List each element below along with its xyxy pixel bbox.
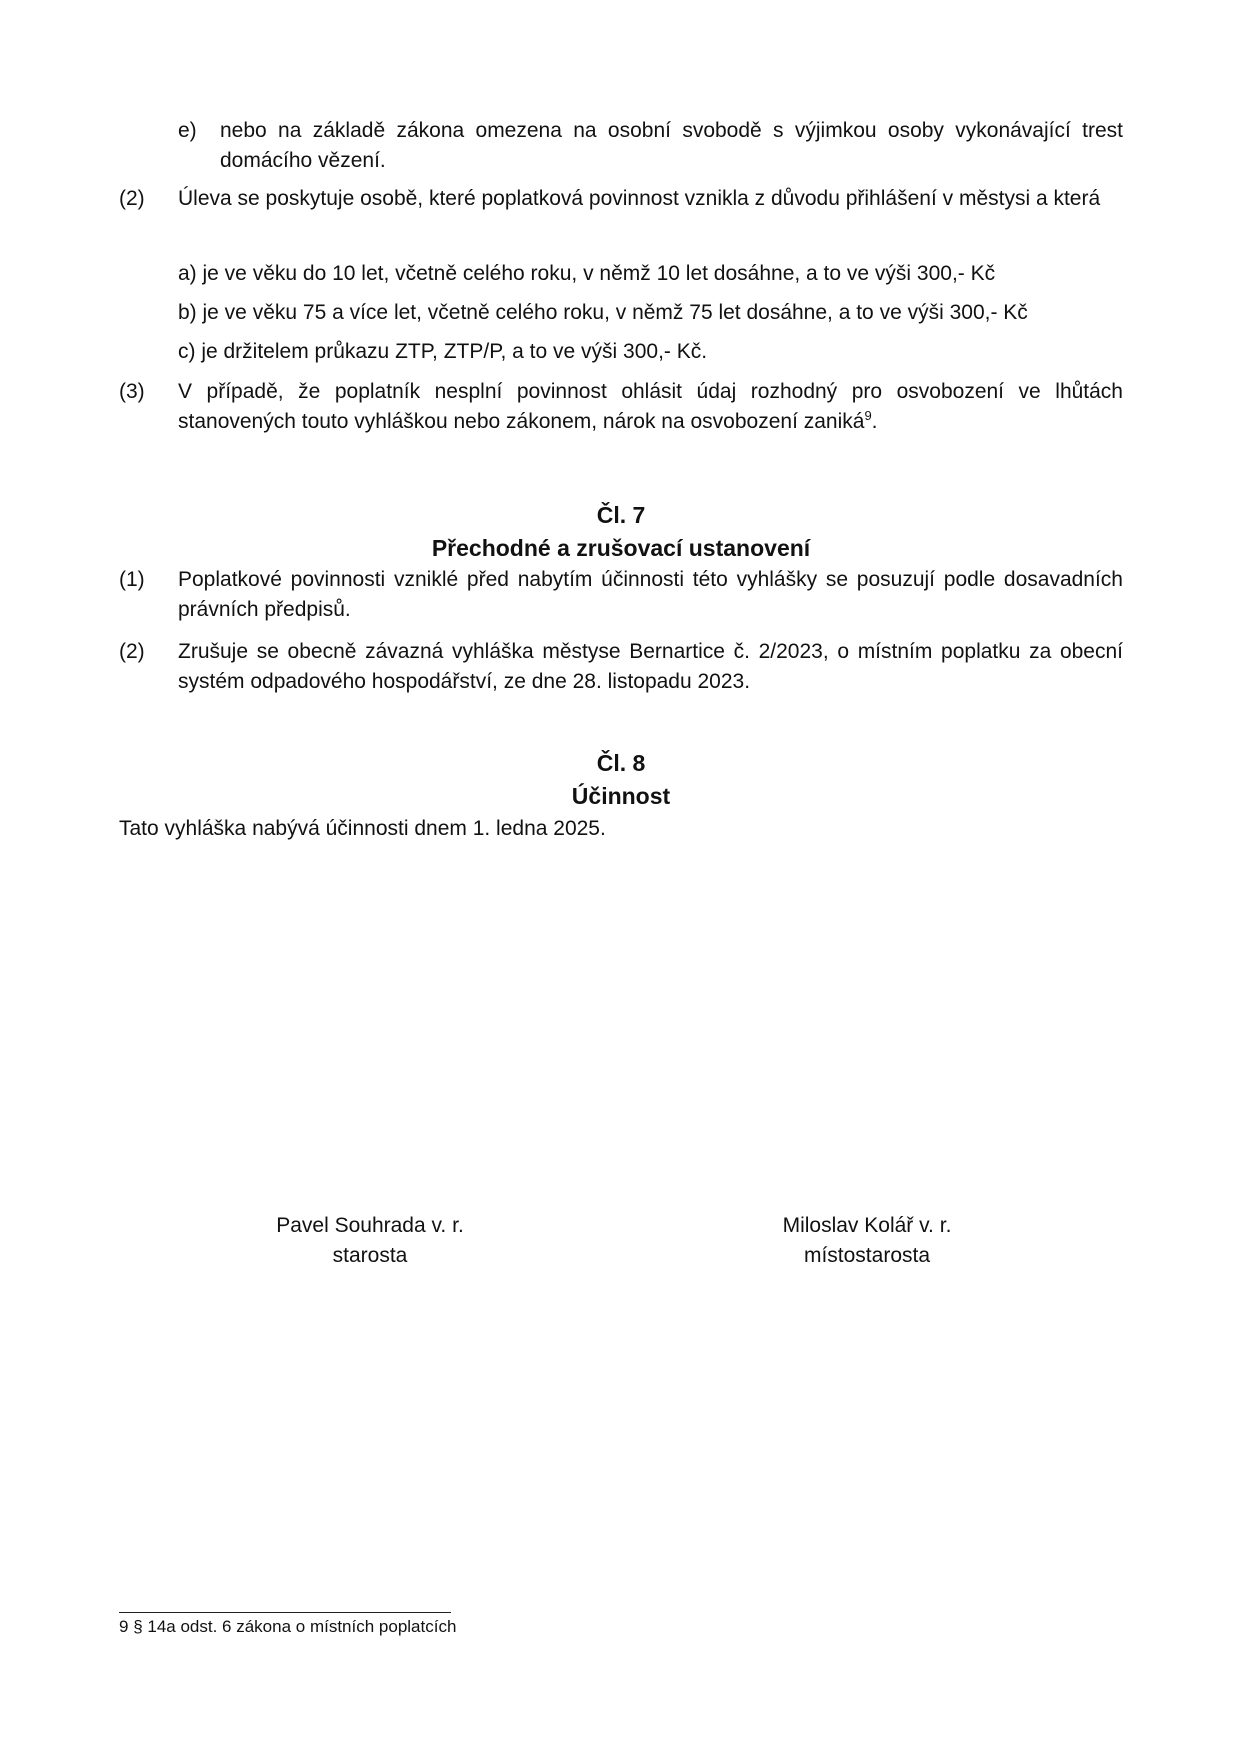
article-7-title: Přechodné a zrušovací ustanovení <box>431 535 811 561</box>
article-8-number: Čl. 8 <box>596 750 646 776</box>
relief-item-a: a) je ve věku do 10 let, včetně celého roku, v němž 10 let dosáhne, a to ve výši 300,- Kč <box>178 262 996 285</box>
footnote <box>119 1616 456 1638</box>
footnote-text: § 14a odst. 6 zákona o místních poplatcích <box>133 1617 457 1636</box>
paragraph-number: (2) <box>119 187 145 210</box>
paragraph-relief <box>119 184 1123 214</box>
paragraph-number: (3) <box>119 380 145 403</box>
paragraph-text: Poplatkové povinnosti vzniklé před nabytím účinnosti této vyhlášky se posuzují podle dosavadních právních předpisů. <box>178 568 1123 621</box>
signature-name: Miloslav Kolář v. r. <box>782 1214 952 1237</box>
article-7-number: Čl. 7 <box>596 502 646 528</box>
relief-item-c: c) je držitelem průkazu ZTP, ZTP/P, a to ve výši 300,- Kč. <box>178 340 708 363</box>
paragraph-text: Úleva se poskytuje osobě, které poplatková povinnost vznikla z důvodu přihlášení v městysi a která <box>178 187 1101 210</box>
paragraph-text: V případě, že poplatník nesplní povinnost ohlásit údaj rozhodný pro osvobození ve lhůtách stanovených touto vyhláškou nebo zákonem, nárok na osvobození zaniká <box>178 380 1123 433</box>
list-item-text: nebo na základě zákona omezena na osobní svobodě s výjimkou osoby vykonávající trest domácího vězení. <box>220 119 1123 172</box>
signature-mayor <box>220 1211 520 1271</box>
list-item-e <box>178 116 1123 176</box>
footnote-number: 9 <box>119 1617 129 1636</box>
footnote-reference: 9 <box>864 408 872 423</box>
article-8-text: Tato vyhláška nabývá účinnosti dnem 1. ledna 2025. <box>119 817 606 840</box>
list-item-letter: e) <box>178 119 197 142</box>
paragraph-end: . <box>871 410 878 433</box>
signature-name: Pavel Souhrada v. r. <box>276 1214 464 1237</box>
paragraph-exemption-loss <box>119 377 1123 437</box>
footnote-separator <box>119 1612 451 1613</box>
article-7-paragraph-1 <box>119 565 1123 625</box>
paragraph-number: (1) <box>119 568 145 591</box>
signature-deputy-mayor <box>717 1211 1017 1271</box>
relief-item-b: b) je ve věku 75 a více let, včetně celého roku, v němž 75 let dosáhne, a to ve výši 300,- Kč <box>178 301 1028 324</box>
paragraph-text: Zrušuje se obecně závazná vyhláška městyse Bernartice č. 2/2023, o místním poplatku za obecní systém odpadového hospodářství, ze dne 28. listopadu 2023. <box>178 640 1123 693</box>
paragraph-number: (2) <box>119 640 145 663</box>
signature-role: starosta <box>332 1244 408 1267</box>
article-8-title: Účinnost <box>571 783 671 809</box>
article-7-paragraph-2 <box>119 637 1123 697</box>
signature-role: místostarosta <box>803 1244 931 1267</box>
